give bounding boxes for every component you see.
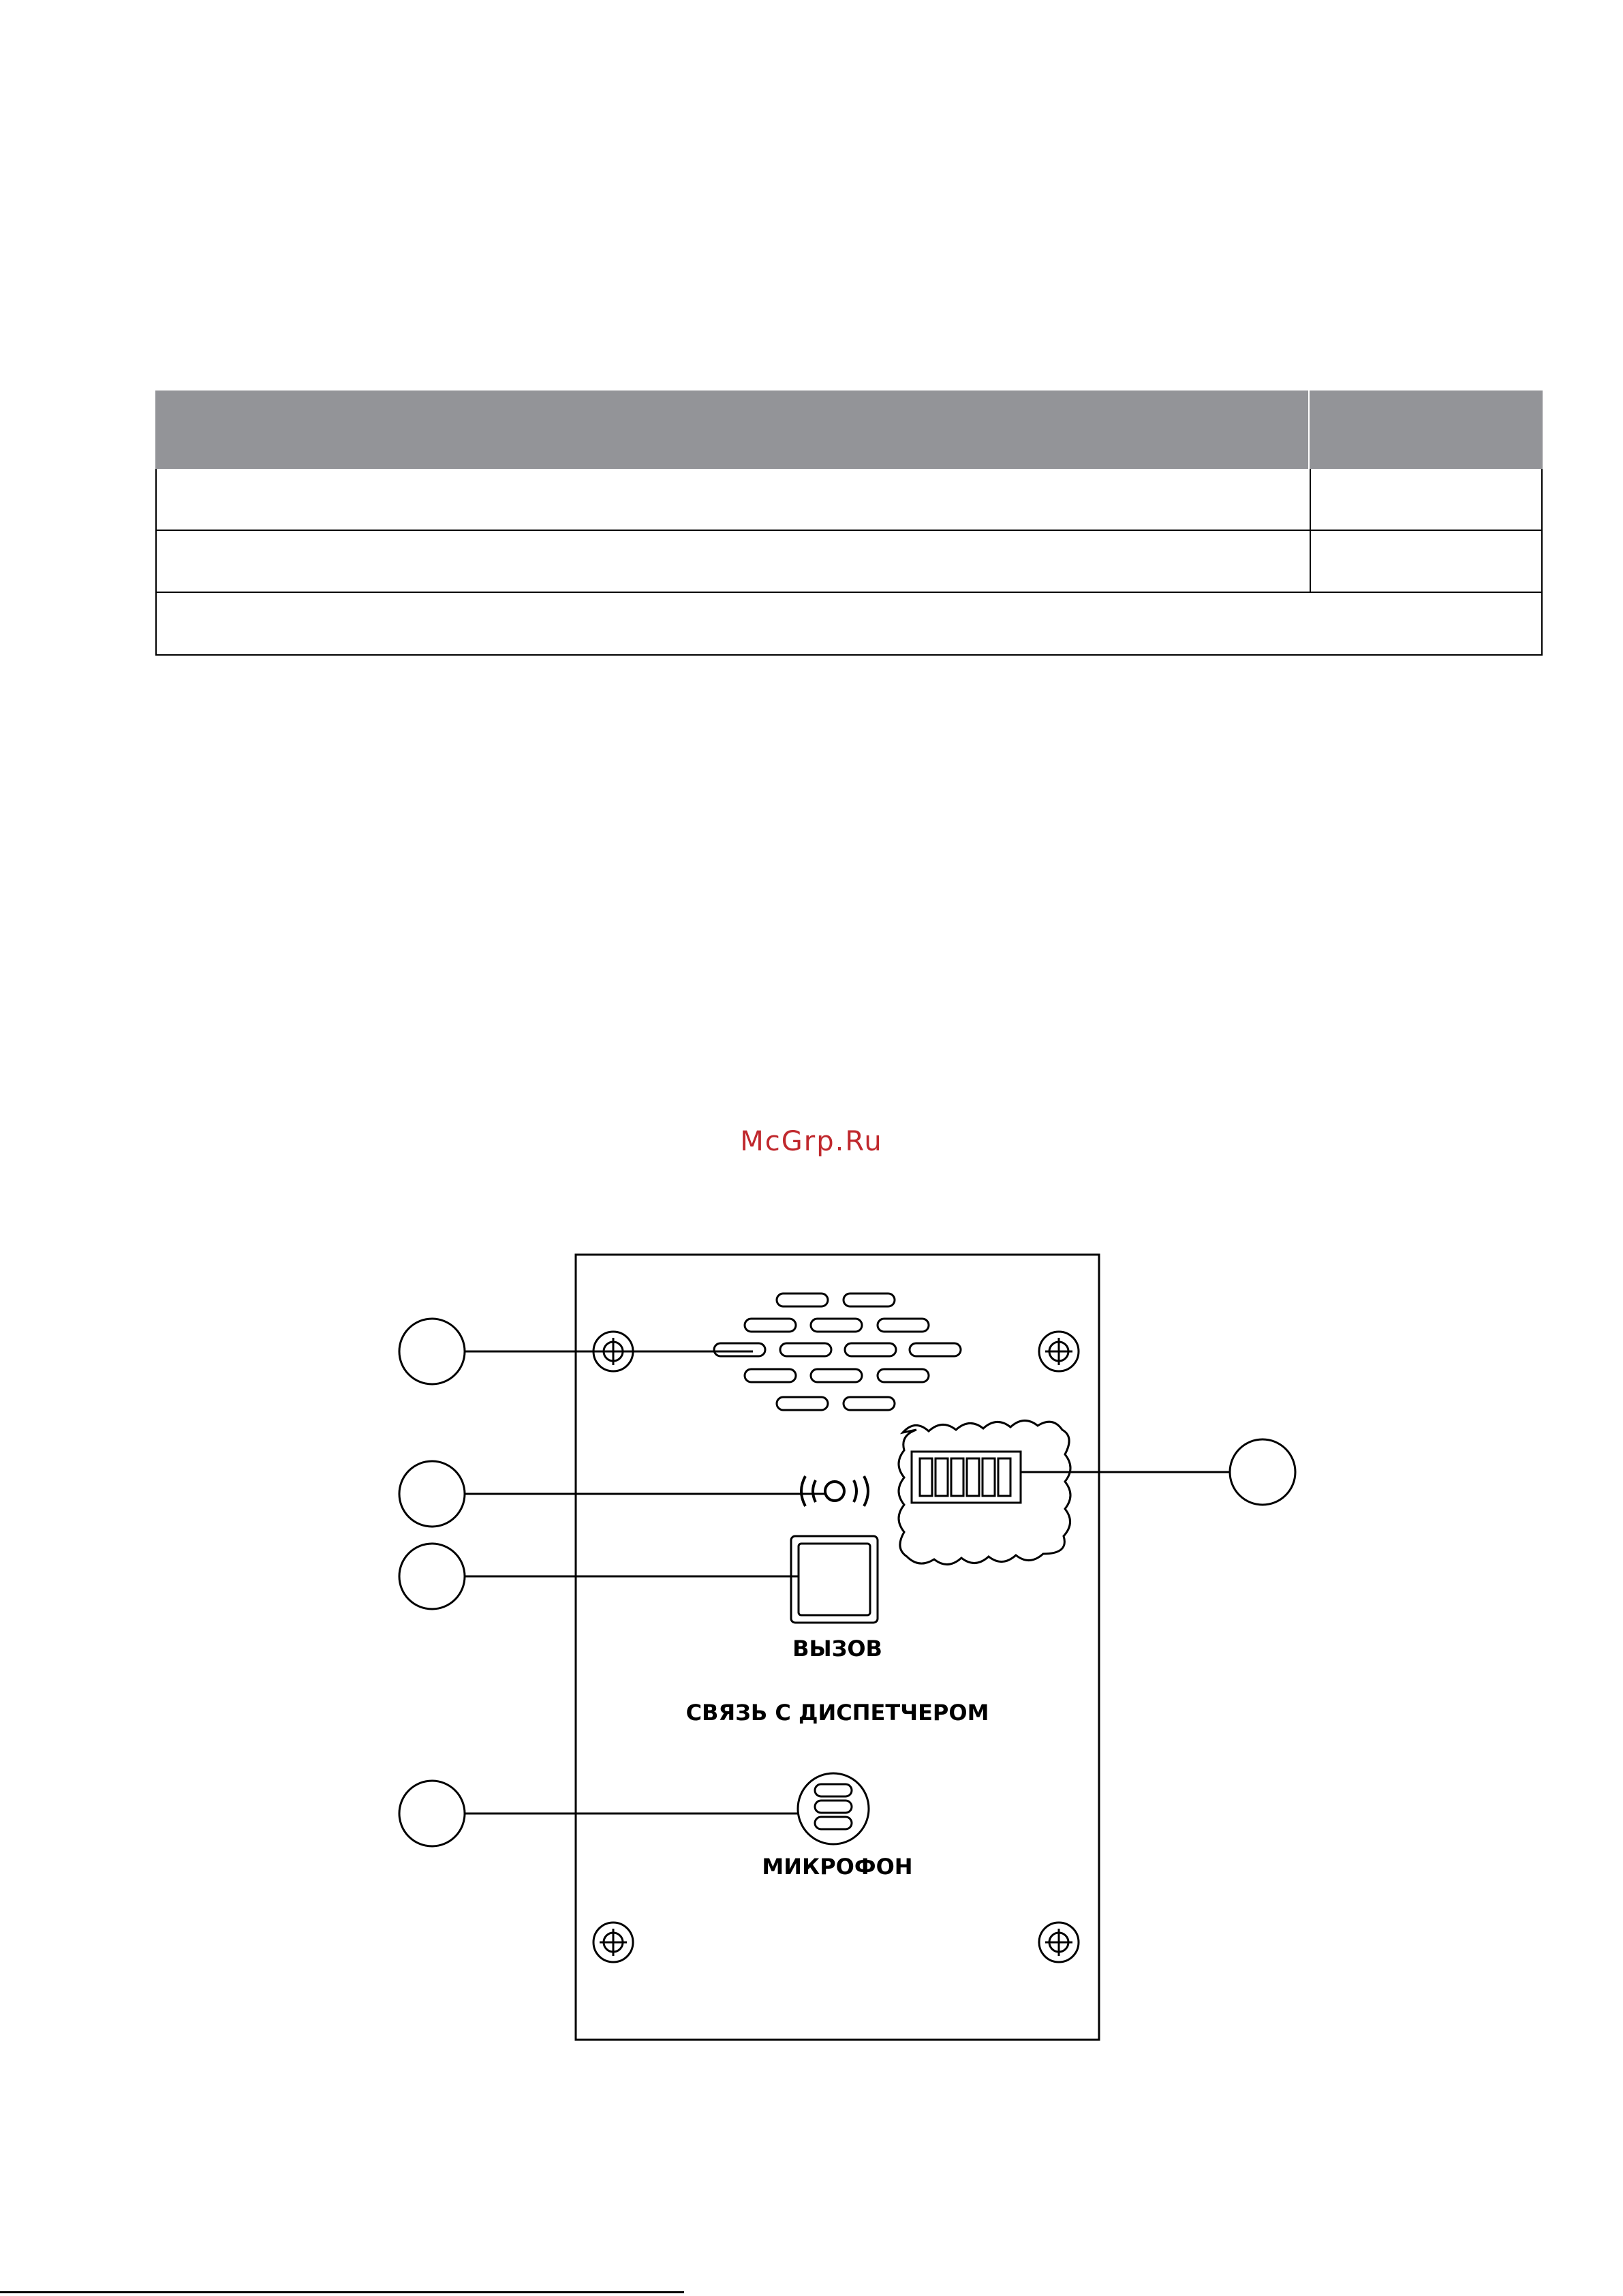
watermark: McGrp.Ru [740, 1126, 883, 1157]
call-button-graphic [791, 1536, 878, 1623]
callout-3 [399, 1544, 799, 1609]
call-button-label: ВЫЗОВ [792, 1636, 882, 1662]
callout-5 [399, 1781, 798, 1846]
screw-icon [1039, 1332, 1079, 1371]
screw-icon [593, 1923, 633, 1962]
led-indicator-icon [801, 1476, 868, 1506]
callout-2 [399, 1461, 824, 1527]
callout-4 [1021, 1439, 1295, 1505]
dip-switch-block [899, 1420, 1070, 1564]
screw-icon [1039, 1923, 1079, 1962]
footer-rule [0, 2291, 684, 2293]
panel-title: СВЯЗЬ С ДИСПЕТЧЕРОМ [685, 1700, 989, 1726]
microphone-label: МИКРОФОН [762, 1854, 913, 1880]
microphone-icon [798, 1773, 869, 1844]
